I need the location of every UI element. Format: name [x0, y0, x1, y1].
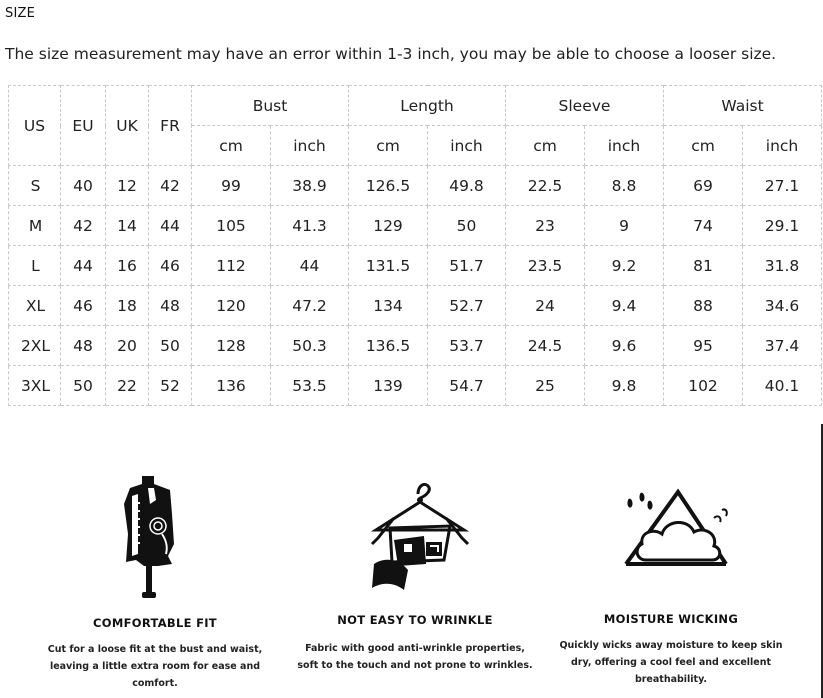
- table-cell: 9.2: [585, 246, 664, 286]
- table-cell: 52.7: [428, 286, 506, 326]
- feature-title: COMFORTABLE FIT: [93, 616, 217, 630]
- table-cell: 46: [61, 286, 106, 326]
- table-cell: 134: [349, 286, 428, 326]
- table-cell: 95: [664, 326, 743, 366]
- table-cell: 50.3: [271, 326, 349, 366]
- size-label-cell: M: [9, 206, 61, 246]
- size-label-cell: S: [9, 166, 61, 206]
- table-cell: 23.5: [506, 246, 585, 286]
- feature-moisture-wicking: [556, 612, 786, 688]
- header-eu: EU: [61, 86, 106, 166]
- unit-sleeve-inch: inch: [585, 126, 664, 166]
- table-cell: 52: [149, 366, 192, 406]
- table-cell: 112: [192, 246, 271, 286]
- unit-length-inch: inch: [428, 126, 506, 166]
- table-cell: 139: [349, 366, 428, 406]
- table-cell: 74: [664, 206, 743, 246]
- table-cell: 105: [192, 206, 271, 246]
- feature-desc-line: Cut for a loose fit at the bust and waist,: [47, 644, 263, 655]
- table-cell: 54.7: [428, 366, 506, 406]
- header-bust: Bust: [192, 86, 349, 126]
- page-title: SIZE: [5, 6, 36, 21]
- header-waist: Waist: [664, 86, 822, 126]
- table-cell: 50: [61, 366, 106, 406]
- table-cell: 49.8: [428, 166, 506, 206]
- feature-desc-line: dry, offering a cool feel and excellent: [570, 657, 772, 668]
- table-cell: 44: [149, 206, 192, 246]
- feature-title: NOT EASY TO WRINKLE: [337, 613, 493, 627]
- feature-comfortable-fit: [40, 616, 270, 692]
- mannequin-icon: [112, 474, 188, 604]
- table-cell: 99: [192, 166, 271, 206]
- unit-waist-cm: cm: [664, 126, 743, 166]
- table-cell: 20: [106, 326, 149, 366]
- table-row: [9, 286, 822, 326]
- header-us: US: [9, 86, 61, 166]
- size-label-cell: XL: [9, 286, 61, 326]
- table-cell: 51.7: [428, 246, 506, 286]
- table-cell: 81: [664, 246, 743, 286]
- table-cell: 120: [192, 286, 271, 326]
- table-cell: 44: [271, 246, 349, 286]
- feature-desc-line: soft to the touch and not prone to wrinkles.: [297, 660, 533, 671]
- unit-sleeve-cm: cm: [506, 126, 585, 166]
- moisture-wicking-icon: [618, 484, 734, 572]
- size-label-cell: 2XL: [9, 326, 61, 366]
- table-cell: 9.4: [585, 286, 664, 326]
- hanger-shirt-icon: [364, 478, 474, 596]
- feature-desc-line: breathability.: [634, 674, 708, 685]
- table-cell: 22.5: [506, 166, 585, 206]
- header-row-groups: [9, 86, 822, 126]
- table-cell: 40.1: [743, 366, 822, 406]
- table-cell: 24: [506, 286, 585, 326]
- table-cell: 9.8: [585, 366, 664, 406]
- table-cell: 42: [61, 206, 106, 246]
- table-cell: 24.5: [506, 326, 585, 366]
- table-row: [9, 246, 822, 286]
- table-cell: 27.1: [743, 166, 822, 206]
- size-label-cell: L: [9, 246, 61, 286]
- table-cell: 126.5: [349, 166, 428, 206]
- table-cell: 48: [61, 326, 106, 366]
- table-cell: 44: [61, 246, 106, 286]
- header-length: Length: [349, 86, 506, 126]
- table-cell: 129: [349, 206, 428, 246]
- size-note: The size measurement may have an error within 1-3 inch, you may be able to choose a looser size.: [5, 45, 777, 63]
- header-uk: UK: [106, 86, 149, 166]
- unit-waist-inch: inch: [743, 126, 822, 166]
- table-cell: 29.1: [743, 206, 822, 246]
- table-cell: 50: [428, 206, 506, 246]
- table-row: [9, 206, 822, 246]
- table-cell: 69: [664, 166, 743, 206]
- table-cell: 136.5: [349, 326, 428, 366]
- table-cell: 41.3: [271, 206, 349, 246]
- size-label-cell: 3XL: [9, 366, 61, 406]
- table-cell: 38.9: [271, 166, 349, 206]
- table-cell: 18: [106, 286, 149, 326]
- table-row: [9, 366, 822, 406]
- table-cell: 9: [585, 206, 664, 246]
- table-cell: 22: [106, 366, 149, 406]
- table-cell: 53.5: [271, 366, 349, 406]
- table-cell: 88: [664, 286, 743, 326]
- table-cell: 37.4: [743, 326, 822, 366]
- table-cell: 47.2: [271, 286, 349, 326]
- feature-title: MOISTURE WICKING: [603, 612, 739, 626]
- feature-desc-line: Fabric with good anti-wrinkle properties,: [305, 643, 525, 654]
- table-cell: 102: [664, 366, 743, 406]
- table-cell: 14: [106, 206, 149, 246]
- table-cell: 50: [149, 326, 192, 366]
- table-cell: 12: [106, 166, 149, 206]
- table-cell: 40: [61, 166, 106, 206]
- size-chart-table: [8, 85, 822, 406]
- table-cell: 131.5: [349, 246, 428, 286]
- table-cell: 34.6: [743, 286, 822, 326]
- table-cell: 48: [149, 286, 192, 326]
- table-cell: 25: [506, 366, 585, 406]
- table-row: [9, 166, 822, 206]
- table-cell: 16: [106, 246, 149, 286]
- table-row: [9, 326, 822, 366]
- table-cell: 9.6: [585, 326, 664, 366]
- table-cell: 42: [149, 166, 192, 206]
- header-sleeve: Sleeve: [506, 86, 664, 126]
- header-fr: FR: [149, 86, 192, 166]
- table-cell: 136: [192, 366, 271, 406]
- table-cell: 46: [149, 246, 192, 286]
- feature-desc-line: comfort.: [132, 678, 178, 689]
- feature-desc-line: Quickly wicks away moisture to keep skin: [559, 640, 783, 651]
- feature-not-easy-to-wrinkle: [295, 613, 535, 674]
- table-cell: 31.8: [743, 246, 822, 286]
- feature-desc-line: leaving a little extra room for ease and: [49, 661, 261, 672]
- table-cell: 128: [192, 326, 271, 366]
- table-cell: 23: [506, 206, 585, 246]
- table-cell: 8.8: [585, 166, 664, 206]
- unit-bust-cm: cm: [192, 126, 271, 166]
- unit-length-cm: cm: [349, 126, 428, 166]
- table-cell: 53.7: [428, 326, 506, 366]
- unit-bust-inch: inch: [271, 126, 349, 166]
